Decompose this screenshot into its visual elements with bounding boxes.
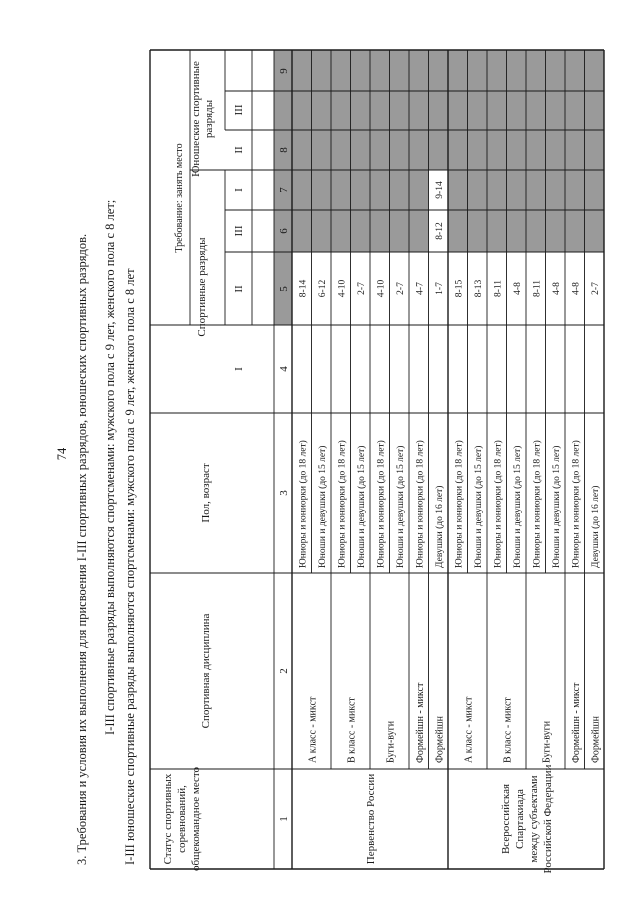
status-label: Российской Федерации bbox=[542, 764, 554, 874]
shaded-cell bbox=[370, 50, 390, 91]
shaded-cell bbox=[370, 91, 390, 130]
shaded-cell bbox=[351, 130, 371, 170]
header-status-line-3: общекомандное место bbox=[190, 766, 202, 872]
shaded-cell bbox=[331, 210, 351, 252]
discipline-name: А класс - микст bbox=[307, 696, 319, 763]
rank-numeral: III bbox=[233, 104, 245, 116]
header-status-line-2: соревнований, bbox=[176, 785, 188, 853]
rank-numeral: I bbox=[233, 188, 245, 192]
shaded-cell bbox=[487, 130, 507, 170]
shaded-cell bbox=[526, 91, 546, 130]
shaded-cell bbox=[390, 170, 410, 210]
shaded-cell bbox=[468, 91, 488, 130]
shaded-cell bbox=[370, 170, 390, 210]
shaded-cell bbox=[448, 91, 468, 130]
age-category: Юноши и девушки (до 15 лет) bbox=[317, 445, 328, 568]
shaded-cell bbox=[312, 91, 332, 130]
header-requirement: Требование: занять место bbox=[174, 143, 185, 253]
place-rank-1: 8-11 bbox=[493, 279, 504, 298]
discipline-name: Буги-вуги bbox=[541, 720, 553, 763]
place-rank-1: 8-11 bbox=[532, 279, 543, 298]
shaded-cell bbox=[526, 130, 546, 170]
status-label: Первенство России bbox=[365, 773, 377, 865]
shaded-cell bbox=[312, 170, 332, 210]
shaded-cell bbox=[487, 210, 507, 252]
discipline-name: Формейшн - микст bbox=[570, 682, 582, 763]
header-status-line-1: Статус спортивных bbox=[162, 773, 174, 865]
age-category: Юниоры и юниорки (до 18 лет) bbox=[532, 440, 543, 568]
shaded-cell bbox=[585, 50, 605, 91]
column-number: 6 bbox=[278, 228, 290, 234]
shaded-cell bbox=[370, 210, 390, 252]
place-rank-1: 4-8 bbox=[512, 282, 523, 295]
place-rank-1: 8-15 bbox=[454, 279, 465, 298]
header-sport-ranks: Спортивные разряды bbox=[196, 237, 208, 337]
shaded-cell bbox=[390, 91, 410, 130]
shaded-cell bbox=[292, 50, 312, 91]
shaded-cell bbox=[448, 50, 468, 91]
column-number: 1 bbox=[278, 816, 290, 822]
shaded-cell bbox=[507, 210, 527, 252]
shaded-cell bbox=[565, 91, 585, 130]
shaded-cell bbox=[409, 91, 429, 130]
shaded-cell bbox=[409, 170, 429, 210]
shaded-cell bbox=[487, 91, 507, 130]
place-rank-1: 4-8 bbox=[551, 282, 562, 295]
place-rank-2: 8-12 bbox=[434, 222, 445, 240]
column-number: 8 bbox=[278, 147, 290, 153]
header-youth-ranks-line-1: Юношеские спортивные bbox=[190, 61, 202, 177]
discipline-name: А класс - микст bbox=[463, 696, 475, 763]
shaded-cell bbox=[390, 130, 410, 170]
shaded-cell bbox=[468, 210, 488, 252]
shaded-cell bbox=[468, 130, 488, 170]
shaded-cell bbox=[468, 170, 488, 210]
shaded-cell bbox=[312, 130, 332, 170]
rank-numeral: II bbox=[233, 146, 245, 154]
page-number: 74 bbox=[55, 447, 69, 461]
shaded-cell bbox=[526, 170, 546, 210]
header-age: Пол, возраст bbox=[200, 463, 212, 523]
shaded-cell bbox=[546, 170, 566, 210]
place-rank-1: 8-14 bbox=[298, 279, 309, 298]
rank-numeral: III bbox=[233, 225, 245, 237]
shaded-cell bbox=[370, 130, 390, 170]
shaded-cell bbox=[292, 170, 312, 210]
age-category: Юниоры и юниорки (до 18 лет) bbox=[337, 440, 348, 568]
discipline-name: Формейшн bbox=[434, 716, 446, 763]
shaded-cell bbox=[292, 130, 312, 170]
shaded-cell bbox=[507, 91, 527, 130]
status-label: Всероссийская bbox=[500, 783, 512, 855]
age-category: Юноши и девушки (до 15 лет) bbox=[551, 445, 562, 568]
place-rank-1: 8-13 bbox=[473, 279, 484, 298]
shaded-cell bbox=[585, 130, 605, 170]
shaded-cell bbox=[565, 210, 585, 252]
place-rank-1: 4-7 bbox=[415, 282, 426, 295]
shaded-cell bbox=[585, 170, 605, 210]
place-rank-1: 6-12 bbox=[317, 279, 328, 298]
shaded-cell bbox=[546, 91, 566, 130]
place-rank-1: 1-7 bbox=[434, 282, 445, 295]
shaded-cell bbox=[546, 50, 566, 91]
shaded-cell bbox=[448, 170, 468, 210]
shaded-cell bbox=[331, 50, 351, 91]
age-category: Юниоры и юниорки (до 18 лет) bbox=[298, 440, 309, 568]
shaded-cell bbox=[429, 130, 449, 170]
shaded-cell bbox=[585, 210, 605, 252]
discipline-name: В класс - микст bbox=[502, 697, 514, 763]
shaded-cell bbox=[507, 50, 527, 91]
place-rank-1: 2-7 bbox=[395, 282, 406, 295]
place-rank-3: 9-14 bbox=[434, 181, 445, 199]
shaded-cell bbox=[526, 50, 546, 91]
rank-numeral: I bbox=[233, 367, 245, 371]
discipline-name: Буги-вуги bbox=[385, 720, 397, 763]
header-discipline: Спортивная дисциплина bbox=[200, 613, 212, 729]
column-number: 5 bbox=[278, 286, 290, 292]
shaded-cell bbox=[390, 210, 410, 252]
shaded-cell bbox=[409, 50, 429, 91]
column-number: 3 bbox=[278, 490, 290, 496]
requirements-line-2: I-III юношеские спортивные разряды выполняются спортсменами: мужского пола с 9 лет, женского пола с 8 лет bbox=[123, 268, 137, 865]
age-category: Юниоры и юниорки (до 18 лет) bbox=[415, 440, 426, 568]
shaded-cell bbox=[331, 91, 351, 130]
age-category: Юниоры и юниорки (до 18 лет) bbox=[376, 440, 387, 568]
shaded-cell bbox=[546, 210, 566, 252]
shaded-cell bbox=[546, 130, 566, 170]
age-category: Юноши и девушки (до 15 лет) bbox=[356, 445, 367, 568]
discipline-name: Формейшн - микст bbox=[414, 682, 426, 763]
shaded-cell bbox=[565, 130, 585, 170]
shaded-cell bbox=[351, 170, 371, 210]
column-number: 7 bbox=[278, 187, 290, 193]
age-category: Юноши и девушки (до 15 лет) bbox=[512, 445, 523, 568]
age-category: Юноши и девушки (до 15 лет) bbox=[473, 445, 484, 568]
shaded-cell bbox=[312, 210, 332, 252]
header-youth-ranks-line-2: разряды bbox=[203, 99, 215, 139]
shaded-cell bbox=[351, 210, 371, 252]
requirements-line-1: I-III спортивные разряды выполняются спортсменами: мужского пола с 9 лет, женского пола с 8 лет; bbox=[103, 199, 117, 735]
shaded-cell bbox=[487, 50, 507, 91]
shaded-cell bbox=[312, 50, 332, 91]
discipline-name: Формейшн bbox=[590, 716, 602, 763]
section-heading: 3. Требования и условия их выполнения для присвоения I-III спортивных разрядов, юношеских спортивных разрядов. bbox=[75, 233, 89, 865]
place-rank-1: 2-7 bbox=[590, 282, 601, 295]
shaded-cell bbox=[292, 91, 312, 130]
age-category: Девушки (до 16 лет) bbox=[434, 485, 445, 568]
age-category: Юниоры и юниорки (до 18 лет) bbox=[454, 440, 465, 568]
status-label: Спартакиада bbox=[514, 789, 526, 849]
age-category: Юниоры и юниорки (до 18 лет) bbox=[493, 440, 504, 568]
shaded-cell bbox=[409, 210, 429, 252]
place-rank-1: 4-10 bbox=[337, 279, 348, 298]
place-rank-1: 4-8 bbox=[571, 282, 582, 295]
shaded-cell bbox=[526, 210, 546, 252]
shaded-cell bbox=[429, 91, 449, 130]
age-category: Юниоры и юниорки (до 18 лет) bbox=[571, 440, 582, 568]
column-number: 4 bbox=[278, 366, 290, 372]
shaded-cell bbox=[507, 130, 527, 170]
shaded-cell bbox=[468, 50, 488, 91]
age-category: Девушки (до 16 лет) bbox=[590, 485, 601, 568]
place-rank-1: 4-10 bbox=[376, 279, 387, 298]
column-number: 9 bbox=[278, 68, 290, 74]
shaded-cell bbox=[585, 91, 605, 130]
discipline-name: В класс - микст bbox=[346, 697, 358, 763]
shaded-cell bbox=[487, 170, 507, 210]
shaded-cell bbox=[351, 91, 371, 130]
shaded-cell bbox=[565, 170, 585, 210]
shaded-cell bbox=[565, 50, 585, 91]
shaded-cell bbox=[448, 210, 468, 252]
shaded-cell bbox=[390, 50, 410, 91]
column-number: 2 bbox=[278, 668, 290, 674]
shaded-cell bbox=[331, 130, 351, 170]
shaded-cell bbox=[429, 50, 449, 91]
status-label: между субъектами bbox=[528, 775, 540, 863]
place-rank-1: 2-7 bbox=[356, 282, 367, 295]
rank-numeral: II bbox=[233, 285, 245, 293]
shaded-cell bbox=[351, 50, 371, 91]
shaded-cell bbox=[409, 130, 429, 170]
age-category: Юноши и девушки (до 15 лет) bbox=[395, 445, 406, 568]
shaded-cell bbox=[507, 170, 527, 210]
shaded-cell bbox=[448, 130, 468, 170]
shaded-cell bbox=[331, 170, 351, 210]
shaded-cell bbox=[292, 210, 312, 252]
